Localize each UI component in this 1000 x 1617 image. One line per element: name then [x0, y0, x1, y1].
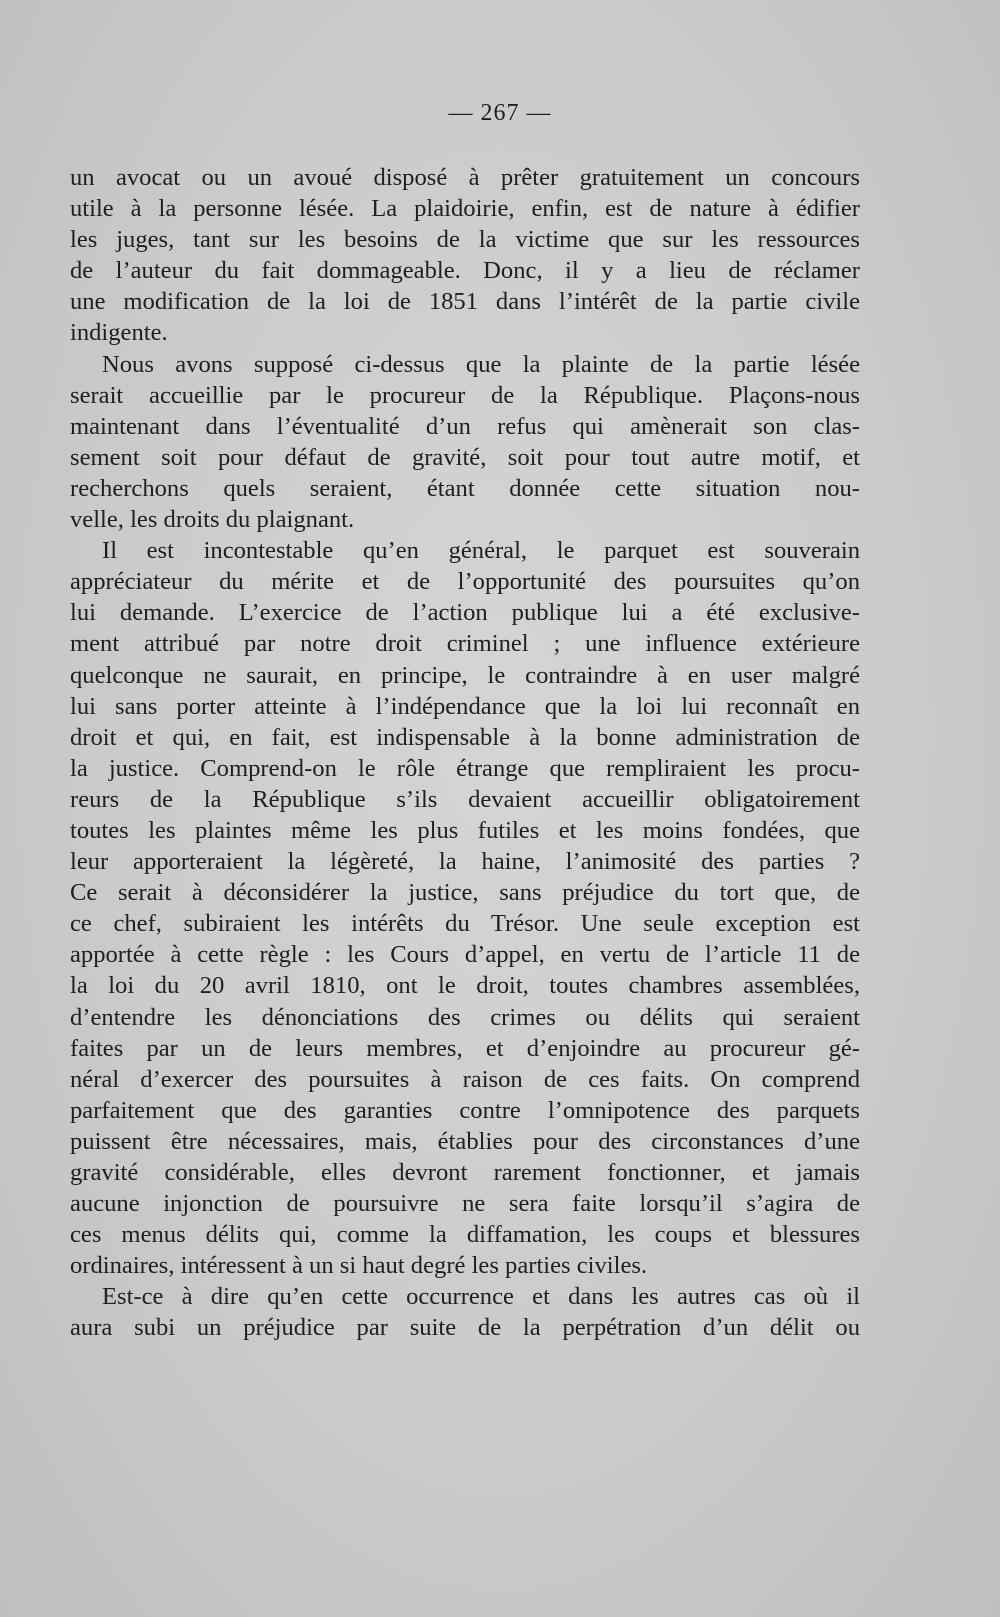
- text-line: quelconque ne saurait, en principe, le contraindre à en user malgré: [70, 661, 860, 689]
- text-line: aura subi un préjudice par suite de la perpétration d’un délit ou: [70, 1314, 860, 1342]
- text-line: aucune injonction de poursuivre ne sera faite lorsqu’il s’agira de: [70, 1190, 860, 1218]
- text-line: d’entendre les dénonciations des crimes ou délits qui seraient: [70, 1003, 860, 1031]
- text-line: Il est incontestable qu’en général, le parquet est souverain: [102, 537, 860, 565]
- text-line: serait accueillie par le procureur de la République. Plaçons-nous: [70, 381, 860, 409]
- paragraph: [70, 1281, 860, 1343]
- text-line: parfaitement que des garanties contre l’omnipotence des parquets: [70, 1096, 860, 1124]
- text-line: maintenant dans l’éventualité d’un refus qui amènerait son clas-: [70, 412, 860, 440]
- text-line: reurs de la République s’ils devaient accueillir obligatoirement: [70, 785, 860, 813]
- body-text: [70, 162, 860, 1344]
- text-line: puissent être nécessaires, mais, établies pour des circonstances d’une: [70, 1127, 860, 1155]
- text-line: faites par un de leurs membres, et d’enjoindre au procureur gé-: [70, 1034, 860, 1062]
- text-line: velle, les droits du plaignant.: [70, 506, 355, 534]
- text-line: apportée à cette règle : les Cours d’appel, en vertu de l’article 11 de: [70, 941, 860, 969]
- text-line: indigente.: [70, 319, 168, 347]
- page-number: — 267 —: [448, 100, 552, 126]
- text-line: les juges, tant sur les besoins de la victime que sur les ressources: [70, 226, 860, 254]
- text-line: ce chef, subiraient les intérêts du Trésor. Une seule exception est: [70, 910, 860, 938]
- text-line: Est-ce à dire qu’en cette occurrence et dans les autres cas où il: [102, 1283, 860, 1311]
- text-line: lui sans porter atteinte à l’indépendance que la loi lui reconnaît en: [70, 692, 860, 720]
- text-line: recherchons quels seraient, étant donnée cette situation nou-: [70, 474, 860, 502]
- text-line: lui demande. L’exercice de l’action publique lui a été exclusive-: [70, 599, 860, 627]
- text-line: de l’auteur du fait dommageable. Donc, il y a lieu de réclamer: [70, 257, 860, 285]
- text-line: Nous avons supposé ci-dessus que la plainte de la partie lésée: [102, 350, 860, 378]
- text-line: la justice. Comprend-on le rôle étrange que rempliraient les procu-: [70, 754, 860, 782]
- text-line: ment attribué par notre droit criminel ; une influence extérieure: [70, 630, 860, 658]
- paragraph: [70, 349, 860, 536]
- paragraph: [70, 535, 860, 1281]
- text-line: toutes les plaintes même les plus futiles et les moins fondées, que: [70, 816, 860, 844]
- text-line: la loi du 20 avril 1810, ont le droit, toutes chambres assemblées,: [70, 972, 860, 1000]
- paragraph: [70, 162, 860, 349]
- text-line: droit et qui, en fait, est indispensable à la bonne administration de: [70, 723, 860, 751]
- text-line: appréciateur du mérite et de l’opportunité des poursuites qu’on: [70, 568, 860, 596]
- text-line: utile à la personne lésée. La plaidoirie, enfin, est de nature à édifier: [70, 195, 860, 223]
- text-line: sement soit pour défaut de gravité, soit pour tout autre motif, et: [70, 443, 860, 471]
- text-line: néral d’exercer des poursuites à raison de ces faits. On comprend: [70, 1065, 860, 1093]
- text-line: ordinaires, intéressent à un si haut degré les parties civiles.: [70, 1252, 648, 1280]
- text-line: Ce serait à déconsidérer la justice, sans préjudice du tort que, de: [70, 879, 860, 907]
- text-line: une modification de la loi de 1851 dans l’intérêt de la partie civile: [70, 288, 860, 316]
- text-line: un avocat ou un avoué disposé à prêter gratuitement un concours: [70, 164, 860, 191]
- text-line: gravité considérable, elles devront rarement fonctionner, et jamais: [70, 1159, 860, 1186]
- text-line: ces menus délits qui, comme la diffamation, les coups et blessures: [70, 1221, 860, 1249]
- text-line: leur apporteraient la légèreté, la haine, l’animosité des parties ?: [70, 848, 860, 876]
